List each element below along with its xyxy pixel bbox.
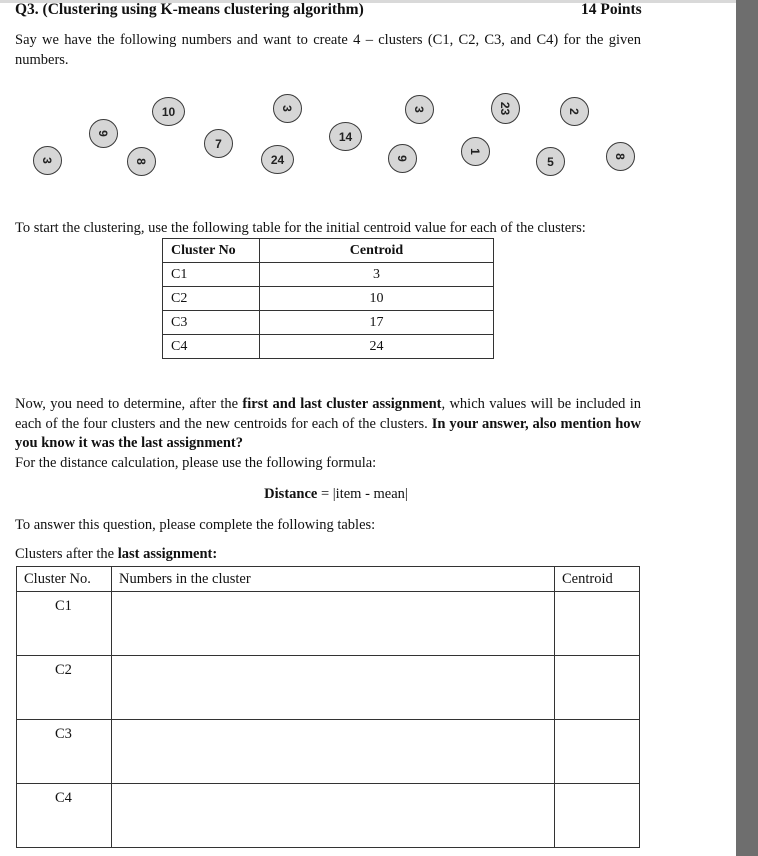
answer-table [16, 566, 640, 848]
number-circle: 3 [273, 94, 302, 123]
table-row [163, 263, 494, 287]
number-circle: 10 [152, 97, 185, 126]
cluster-cell: C1 [163, 263, 260, 287]
instructions-text: Now, you need to determine, after the [15, 396, 243, 412]
number-circle: 23 [491, 93, 520, 124]
number-circle: 3 [33, 146, 62, 175]
instructions-text: , which values will be included in each of the four clusters and the new centroids for each of the clusters. [15, 396, 641, 432]
formula-label: Distance [264, 486, 318, 502]
label-bold: last assignment: [117, 546, 218, 562]
column-header: Centroid [555, 567, 640, 592]
table-row [17, 592, 640, 656]
numbers-cell[interactable] [112, 720, 555, 784]
formula-expression: = |item - mean| [317, 486, 408, 502]
distance-formula [0, 486, 672, 503]
answer-section-label [15, 545, 641, 565]
cluster-cell: C1 [17, 592, 112, 656]
centroid-cell[interactable] [555, 720, 640, 784]
initial-centroid-table [162, 238, 494, 359]
table-row [163, 335, 494, 359]
cluster-cell: C4 [163, 335, 260, 359]
cluster-cell: C3 [163, 311, 260, 335]
table-header-row [17, 567, 640, 592]
table-row [163, 287, 494, 311]
instructions-bold: In your answer, also mention how you know it was the last assignment? [15, 415, 642, 451]
table-header-row [163, 239, 494, 263]
centroid-cell[interactable] [555, 656, 640, 720]
complete-tables-text: To answer this question, please complete the following tables: [15, 517, 376, 533]
vertical-scrollbar[interactable] [736, 0, 758, 856]
question-intro: Say we have the following numbers and want to create 4 – clusters (C1, C2, C3, and C4) for the given numbers. [15, 32, 641, 68]
centroid-intro: To start the clustering, use the following table for the initial centroid value for each of the clusters: [15, 220, 586, 236]
column-header: Cluster No. [17, 567, 112, 592]
column-header: Numbers in the cluster [112, 567, 555, 592]
formula-intro: For the distance calculation, please use the following formula: [15, 455, 377, 471]
numbers-cell[interactable] [112, 592, 555, 656]
column-header: Centroid [260, 239, 494, 263]
numbers-cell[interactable] [112, 656, 555, 720]
centroid-cell: 10 [260, 287, 494, 311]
cluster-cell: C2 [17, 656, 112, 720]
question-title: Q3. (Clustering using K-means clustering algorithm) [15, 1, 364, 18]
number-circle: 3 [405, 95, 434, 124]
numbers-cell[interactable] [112, 784, 555, 848]
instructions-bold: first and last cluster assignment [242, 396, 442, 412]
number-circle: 1 [461, 137, 490, 166]
centroid-cell: 3 [260, 263, 494, 287]
centroid-cell[interactable] [555, 784, 640, 848]
centroid-cell: 24 [260, 335, 494, 359]
question-points: 14 Points [581, 1, 642, 18]
table-row [17, 656, 640, 720]
cluster-cell: C2 [163, 287, 260, 311]
number-circle: 8 [606, 142, 635, 171]
centroid-cell: 17 [260, 311, 494, 335]
cluster-cell: C3 [17, 720, 112, 784]
number-circle: 9 [89, 119, 118, 148]
table-row [17, 784, 640, 848]
instructions-paragraph [15, 395, 641, 454]
column-header: Cluster No [163, 239, 260, 263]
label-text: Clusters after the [15, 546, 118, 562]
number-circle: 2 [560, 97, 589, 126]
number-circle: 24 [261, 145, 294, 174]
number-circle: 7 [204, 129, 233, 158]
centroid-cell[interactable] [555, 592, 640, 656]
table-row [17, 720, 640, 784]
number-circle: 9 [388, 144, 417, 173]
cluster-cell: C4 [17, 784, 112, 848]
number-circle: 5 [536, 147, 565, 176]
number-circle: 14 [329, 122, 362, 151]
number-circle: 8 [127, 147, 156, 176]
table-row [163, 311, 494, 335]
